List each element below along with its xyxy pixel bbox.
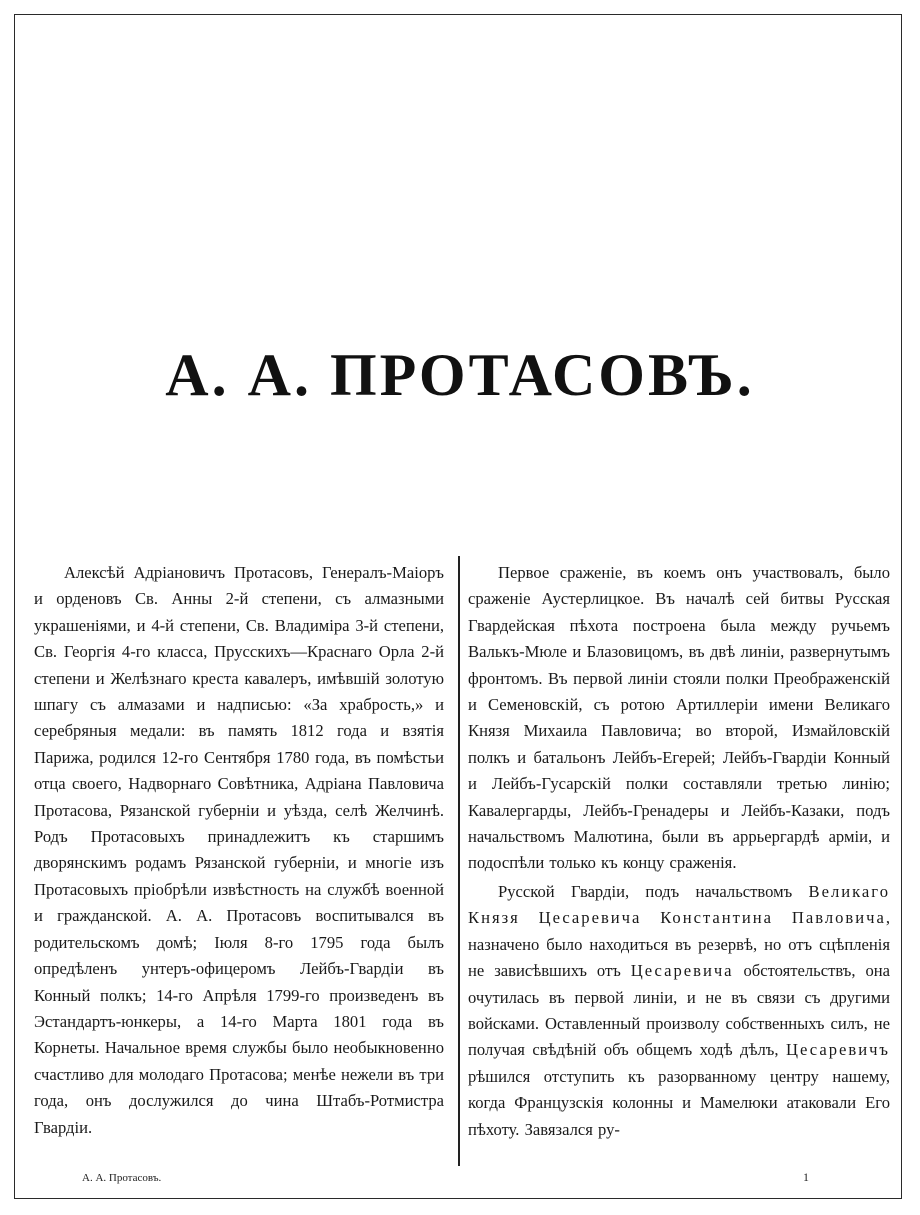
p2-mid-2: обстоятельствъ, она очутилась въ первой линіи, и не въ связи съ другими войсками. Оставленный произволу собственныхъ силъ, не получая свѣдѣній объ общемъ ходѣ дѣлъ, <box>468 961 890 1060</box>
p2-spaced-tsesarevich: Цесаревича <box>630 961 734 981</box>
left-column <box>34 560 444 1141</box>
p2-start: Русской Гвардіи, подъ начальствомъ <box>498 881 809 901</box>
page-number: 1 <box>803 1170 809 1184</box>
right-paragraph-1: Первое сраженіе, въ коемъ онъ участвовалъ, было сраженіе Аустерлицкое. Въ началѣ сей битвы Русская Гвардейская пѣхота построена была между ручьемъ Валькъ-Мюле и Блазовицомъ, въ двѣ линіи, развернутымъ фронтомъ. Въ первой линіи стояли полки Преображенскій и Семеновскій, съ ротою Артиллеріи имени Великаго Князя Михаила Павловича; во второй, Измайловскій полкъ и батальонъ Лейбъ-Егерей; Лейбъ-Гвардіи Конный и Лейбъ-Гусарскій полки составляли третью линію; Кавалергарды, Лейбъ-Гренадеры и Лейбъ-Казаки, подъ начальствомъ Малютина, были въ аррьергардѣ арміи, и подоспѣли только къ концу сраженія. <box>468 563 890 873</box>
right-paragraph-2 <box>468 879 890 1143</box>
column-divider <box>458 556 460 1166</box>
p2-mid-1: , назначено было находиться въ резервѣ, но отъ сцѣпленія не зависѣвшихъ отъ <box>468 908 890 981</box>
right-column <box>468 560 890 1143</box>
p2-end: рѣшился отступить къ разорванному центру нашему, когда Французскія колонны и Мамелюки атаковали Его пѣхоту. Завязался ру- <box>468 1066 890 1139</box>
footer-running-title: А. А. Протасовъ. <box>82 1172 162 1184</box>
p2-spaced-grand-duke: Великаго Князя Цесаревича Константина Павловича <box>468 881 890 928</box>
p2-spaced-tsesarevich-2: Цесаревичъ <box>786 1040 890 1060</box>
left-paragraph: Алексѣй Адріановичъ Протасовъ, Генералъ-Маіоръ и орденовъ Св. Анны 2-й степени, съ алмазными украшеніями, и 4-й степени, Св. Владиміра 3-й степени, Св. Георгія 4-го класса, Прусскихъ—Краснаго Орла 2-й степени и Желѣзнаго креста кавалеръ, имѣвшій золотую шпагу съ алмазами и надписью: «За храбрость,» и серебряныя медали: въ память 1812 года и взятія Парижа, родился 12-го Сентября 1780 года, въ помѣстьи отца своего, Надворнаго Совѣтника, Адріана Павловича Протасова, Рязанской губерніи и уѣзда, селѣ Желчинѣ. Родъ Протасовыхъ принадлежитъ къ старшимъ дворянскимъ родамъ Рязанской губерніи, и многіе изъ Протасовыхъ пріобрѣли извѣстность на службѣ военной и гражданской. А. А. Протасовъ воспитывался въ родительскомъ домѣ; Іюля 8-го 1795 года былъ опредѣленъ унтеръ-офицеромъ Лейбъ-Гвардіи въ Конный полкъ; 14-го Апрѣля 1799-го произведенъ въ Эстандартъ-юнкеры, а 14-го Марта 1801 года въ Корнеты. Начальное время службы было необыкновенно счастливо для молодаго Протасова; менѣе нежели въ три года, онъ дослужился до чина Штабъ-Ротмистра Гвардіи. <box>34 563 444 1137</box>
page-title: А. А. ПРОТАСОВЪ. <box>165 342 755 408</box>
